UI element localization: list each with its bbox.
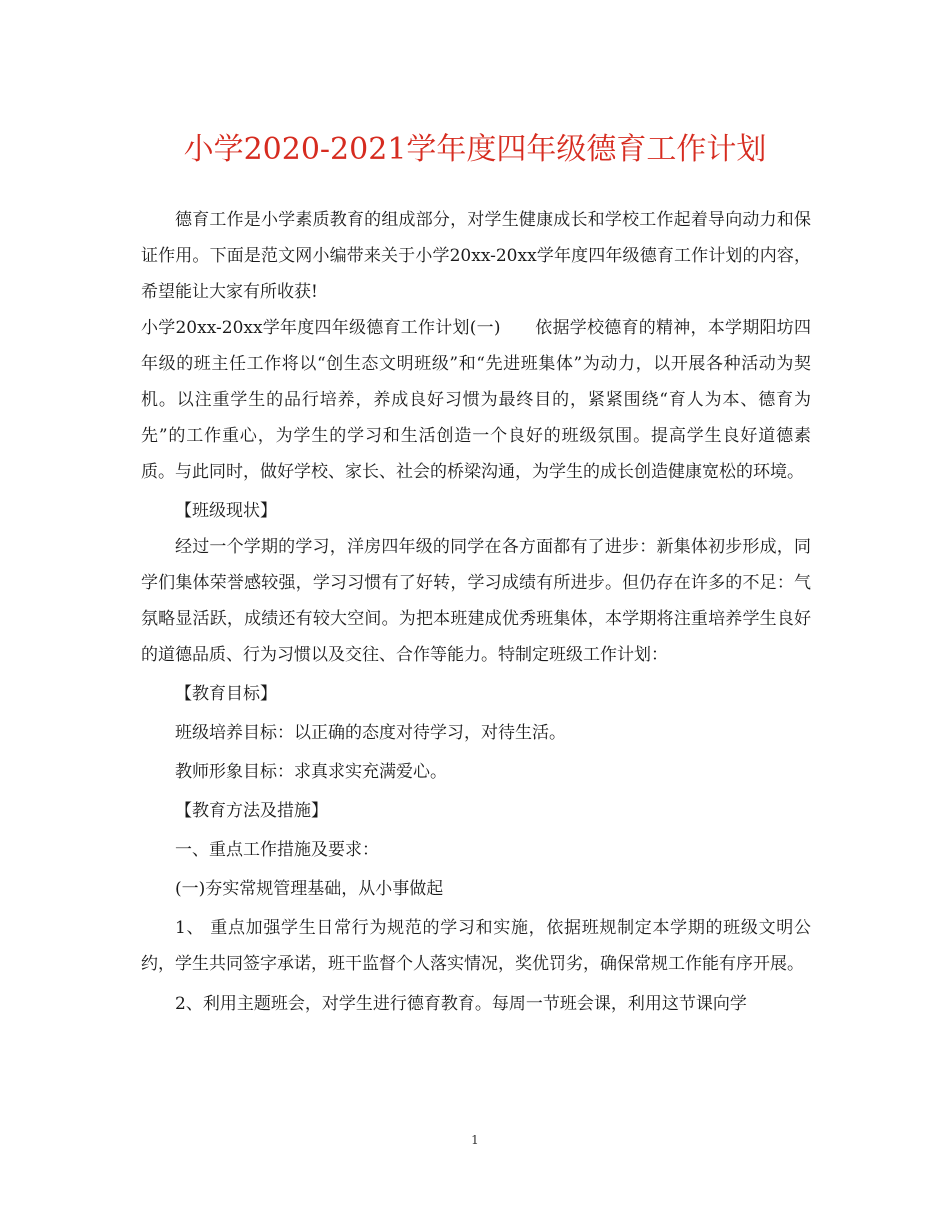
intro-paragraph: 德育工作是小学素质教育的组成部分，对学生健康成长和学校工作起着导向动力和保证作用。下面是范文网小编带来关于小学20xx-20xx学年度四年级德育工作计划的内容，希望能让大家有所收获! [141, 210, 811, 302]
goal-class-paragraph: 班级培养目标：以正确的态度对待学习，对待生活。 [175, 723, 566, 743]
measure-item-2: 2、利用主题班会，对学生进行德育教育。每周一节班会课，利用这节课向学 [175, 994, 747, 1014]
class-status-paragraph: 经过一个学期的学习，洋房四年级的同学在各方面都有了进步：新集体初步形成，同学们集体荣誉感较强，学习习惯有了好转，学习成绩有所进步。但仍存在许多的不足：气氛略显活跃，成绩还有较大空间。为把本班建成优秀班集体，本学期将注重培养学生良好的道德品质、行为习惯以及交往、合作等能力。特制定班级工作计划： [141, 537, 811, 665]
document-body [141, 202, 811, 1022]
subsection-heading-routine: (一)夯实常规管理基础，从小事做起 [175, 879, 444, 899]
measure-item-1: 1、 重点加强学生日常行为规范的学习和实施，依据班规制定本学期的班级文明公约，学生共同签字承诺，班干监督个人落实情况，奖优罚劣，确保常规工作能有序开展。 [141, 918, 811, 974]
section-heading-education-goals: 【教育目标】 [175, 684, 277, 704]
goal-teacher-paragraph: 教师形象目标：求真求实充满爱心。 [175, 762, 447, 782]
page-number: 1 [471, 1133, 479, 1147]
document-title: 小学2020-2021学年度四年级德育工作计划 [183, 132, 767, 167]
section-heading-class-status: 【班级现状】 [175, 501, 277, 521]
section-heading-methods: 【教育方法及措施】 [175, 801, 328, 821]
key-measures-heading: 一、重点工作措施及要求： [175, 840, 379, 860]
plan-paragraph: 小学20xx-20xx学年度四年级德育工作计划(一) 依据学校德育的精神，本学期阳坊四年级的班主任工作将以“创生态文明班级”和“先进班集体”为动力，以开展各种活动为契机。以注重学生的品行培养，养成良好习惯为最终目的，紧紧围绕“育人为本、德育为先”的工作重心，为学生的学习和生活创造一个良好的班级氛围。提高学生良好道德素质。与此同时，做好学校、家长、社会的桥梁沟通，为学生的成长创造健康宽松的环境。 [141, 318, 811, 482]
